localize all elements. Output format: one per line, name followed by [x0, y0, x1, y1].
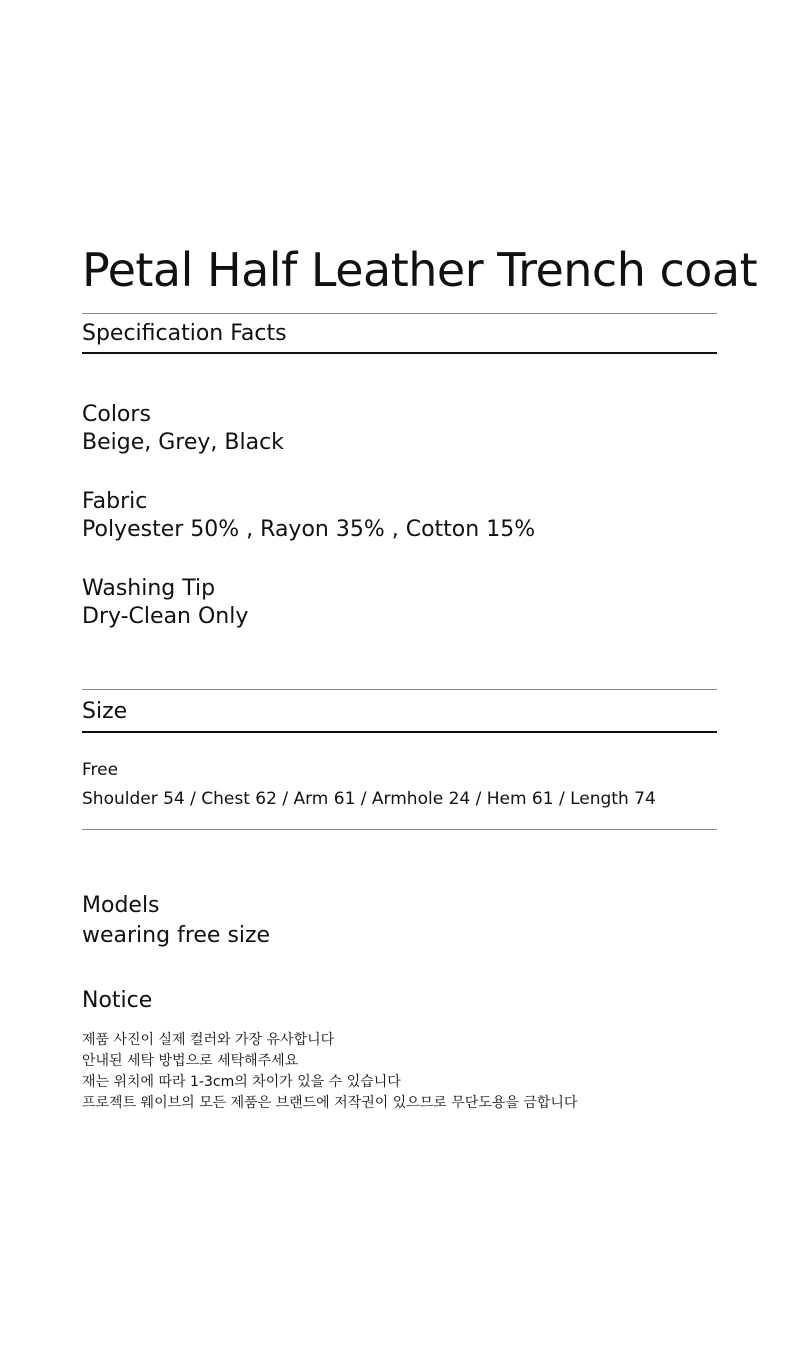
notice-list [82, 1030, 577, 1114]
size-name: Free [82, 760, 119, 780]
notice-label: Notice [82, 988, 153, 1013]
notice-line: 안내된 세탁 방법으로 세탁해주세요 [82, 1053, 299, 1069]
spec-label: Fabric [82, 489, 148, 514]
spec-item-colors [82, 401, 284, 457]
notice-line: 제품 사진이 실제 컬러와 가장 유사합니다 [82, 1032, 335, 1048]
specification-heading: Specification Facts [82, 321, 287, 346]
divider [82, 352, 717, 354]
divider [82, 829, 717, 830]
notice-line: 재는 위치에 따라 1-3cm의 차이가 있을 수 있습니다 [82, 1074, 401, 1090]
divider [82, 731, 717, 733]
divider [82, 313, 717, 314]
notice-line: 프로젝트 웨이브의 모든 제품은 브랜드에 저작권이 있으므로 무단도용을 금합니다 [82, 1095, 578, 1111]
spec-value: Beige, Grey, Black [82, 430, 284, 455]
models-label: Models [82, 893, 160, 918]
divider [82, 689, 717, 690]
spec-value: Dry-Clean Only [82, 604, 249, 629]
product-title: Petal Half Leather Trench coat [82, 243, 758, 297]
models-block [82, 891, 270, 951]
size-measurements: Shoulder 54 / Chest 62 / Arm 61 / Armhole 24 / Hem 61 / Length 74 [82, 789, 656, 809]
size-heading: Size [82, 699, 128, 724]
spec-item-washing-tip [82, 575, 248, 631]
spec-label: Colors [82, 402, 151, 427]
models-value: wearing free size [82, 923, 271, 948]
spec-item-fabric [82, 488, 535, 544]
spec-label: Washing Tip [82, 576, 216, 601]
spec-value: Polyester 50% , Rayon 35% , Cotton 15% [82, 517, 536, 542]
